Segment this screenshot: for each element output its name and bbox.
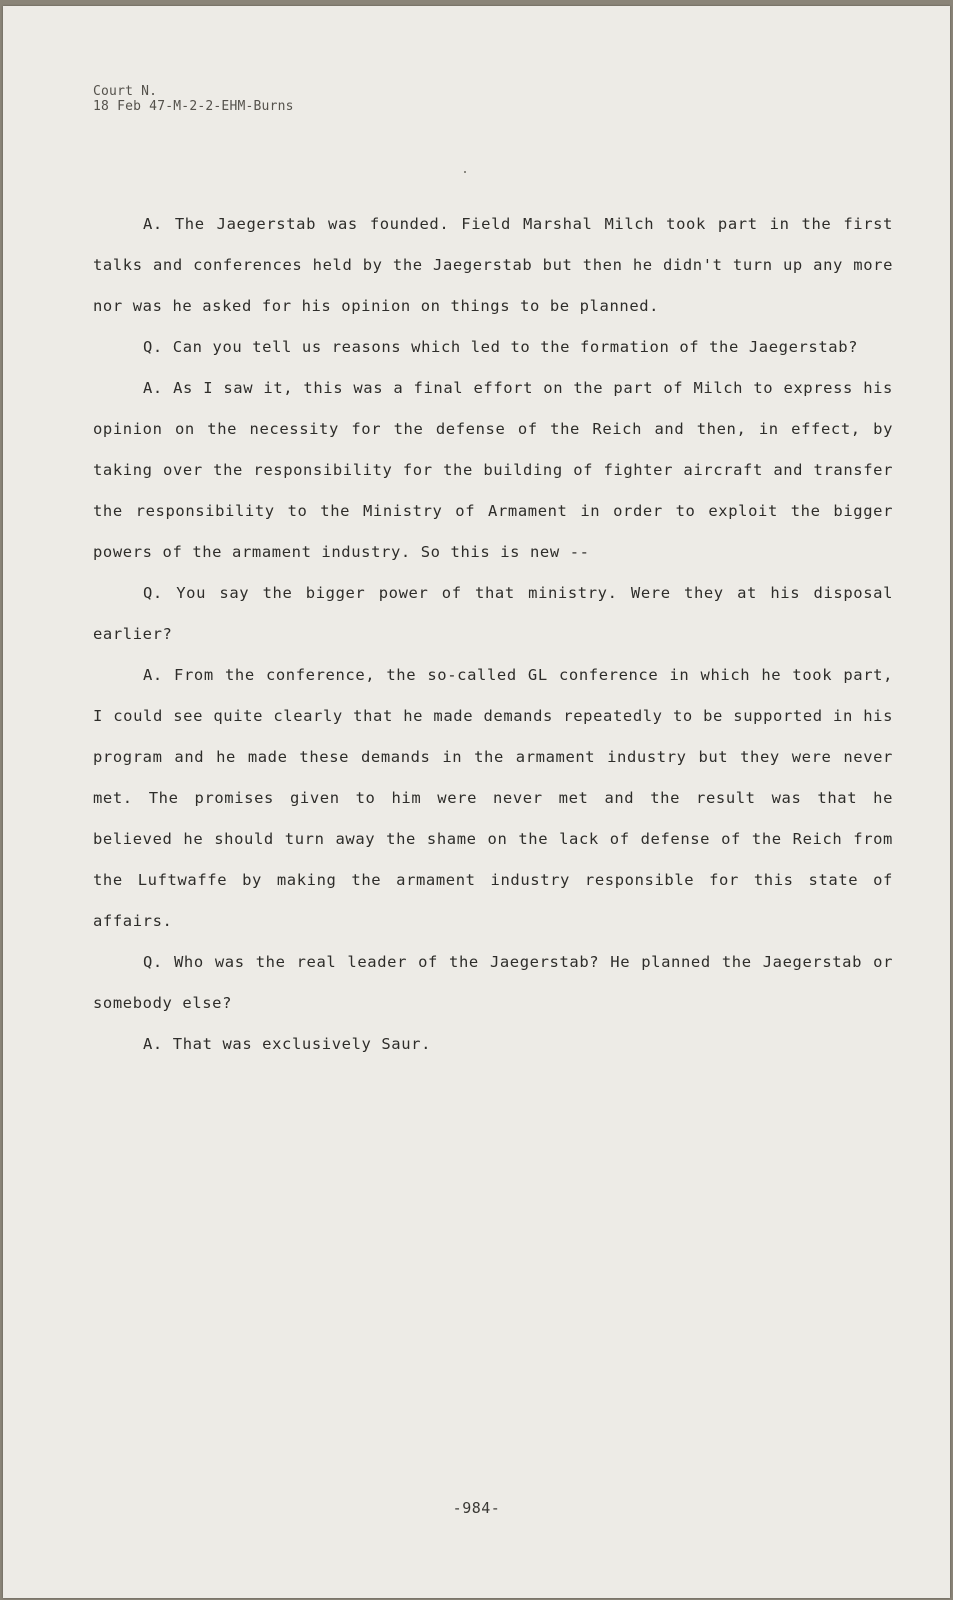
transcript-paragraph: Q. Can you tell us reasons which led to the formation of the Jaegerstab? <box>143 338 859 356</box>
transcript-paragraph: A. That was exclusively Saur. <box>143 1035 432 1053</box>
document-header <box>93 84 294 114</box>
ink-speck <box>464 171 466 173</box>
transcript-paragraph: A. The Jaegerstab was founded. Field Marshal Milch took part in the first talks and conferences held by the Jaegerstab but then he didn't turn up any more nor was he asked for his opinion on things to be planned. <box>93 215 893 315</box>
transcript-paragraph: Q. You say the bigger power of that ministry. Were they at his disposal earlier? <box>93 584 893 643</box>
transcript-paragraph: A. From the conference, the so-called GL conference in which he took part, I could see quite clearly that he made demands repeatedly to be supported in his program and he made these demands in the armament industry but they were never met. The promises given to him were never met and the result was that he believed he should turn away the shame on the lack of defense of the Reich from the Luftwaffe by making the armament industry responsible for this state of affairs. <box>93 666 893 930</box>
document-page <box>3 6 950 1598</box>
transcript-paragraph: A. As I saw it, this was a final effort on the part of Milch to express his opinion on the necessity for the defense of the Reich and then, in effect, by taking over the responsibility for the building of fighter aircraft and transfer the responsibility to the Ministry of Armament in order to exploit the bigger powers of the armament industry. So this is new -- <box>93 379 893 561</box>
document-reference: 18 Feb 47-M-2-2-EHM-Burns <box>93 99 294 114</box>
transcript-paragraph: Q. Who was the real leader of the Jaegerstab? He planned the Jaegerstab or somebody else? <box>93 953 893 1012</box>
page-number: -984- <box>452 1499 501 1517</box>
court-number: Court N. <box>93 84 158 99</box>
transcript-body <box>93 204 893 1065</box>
